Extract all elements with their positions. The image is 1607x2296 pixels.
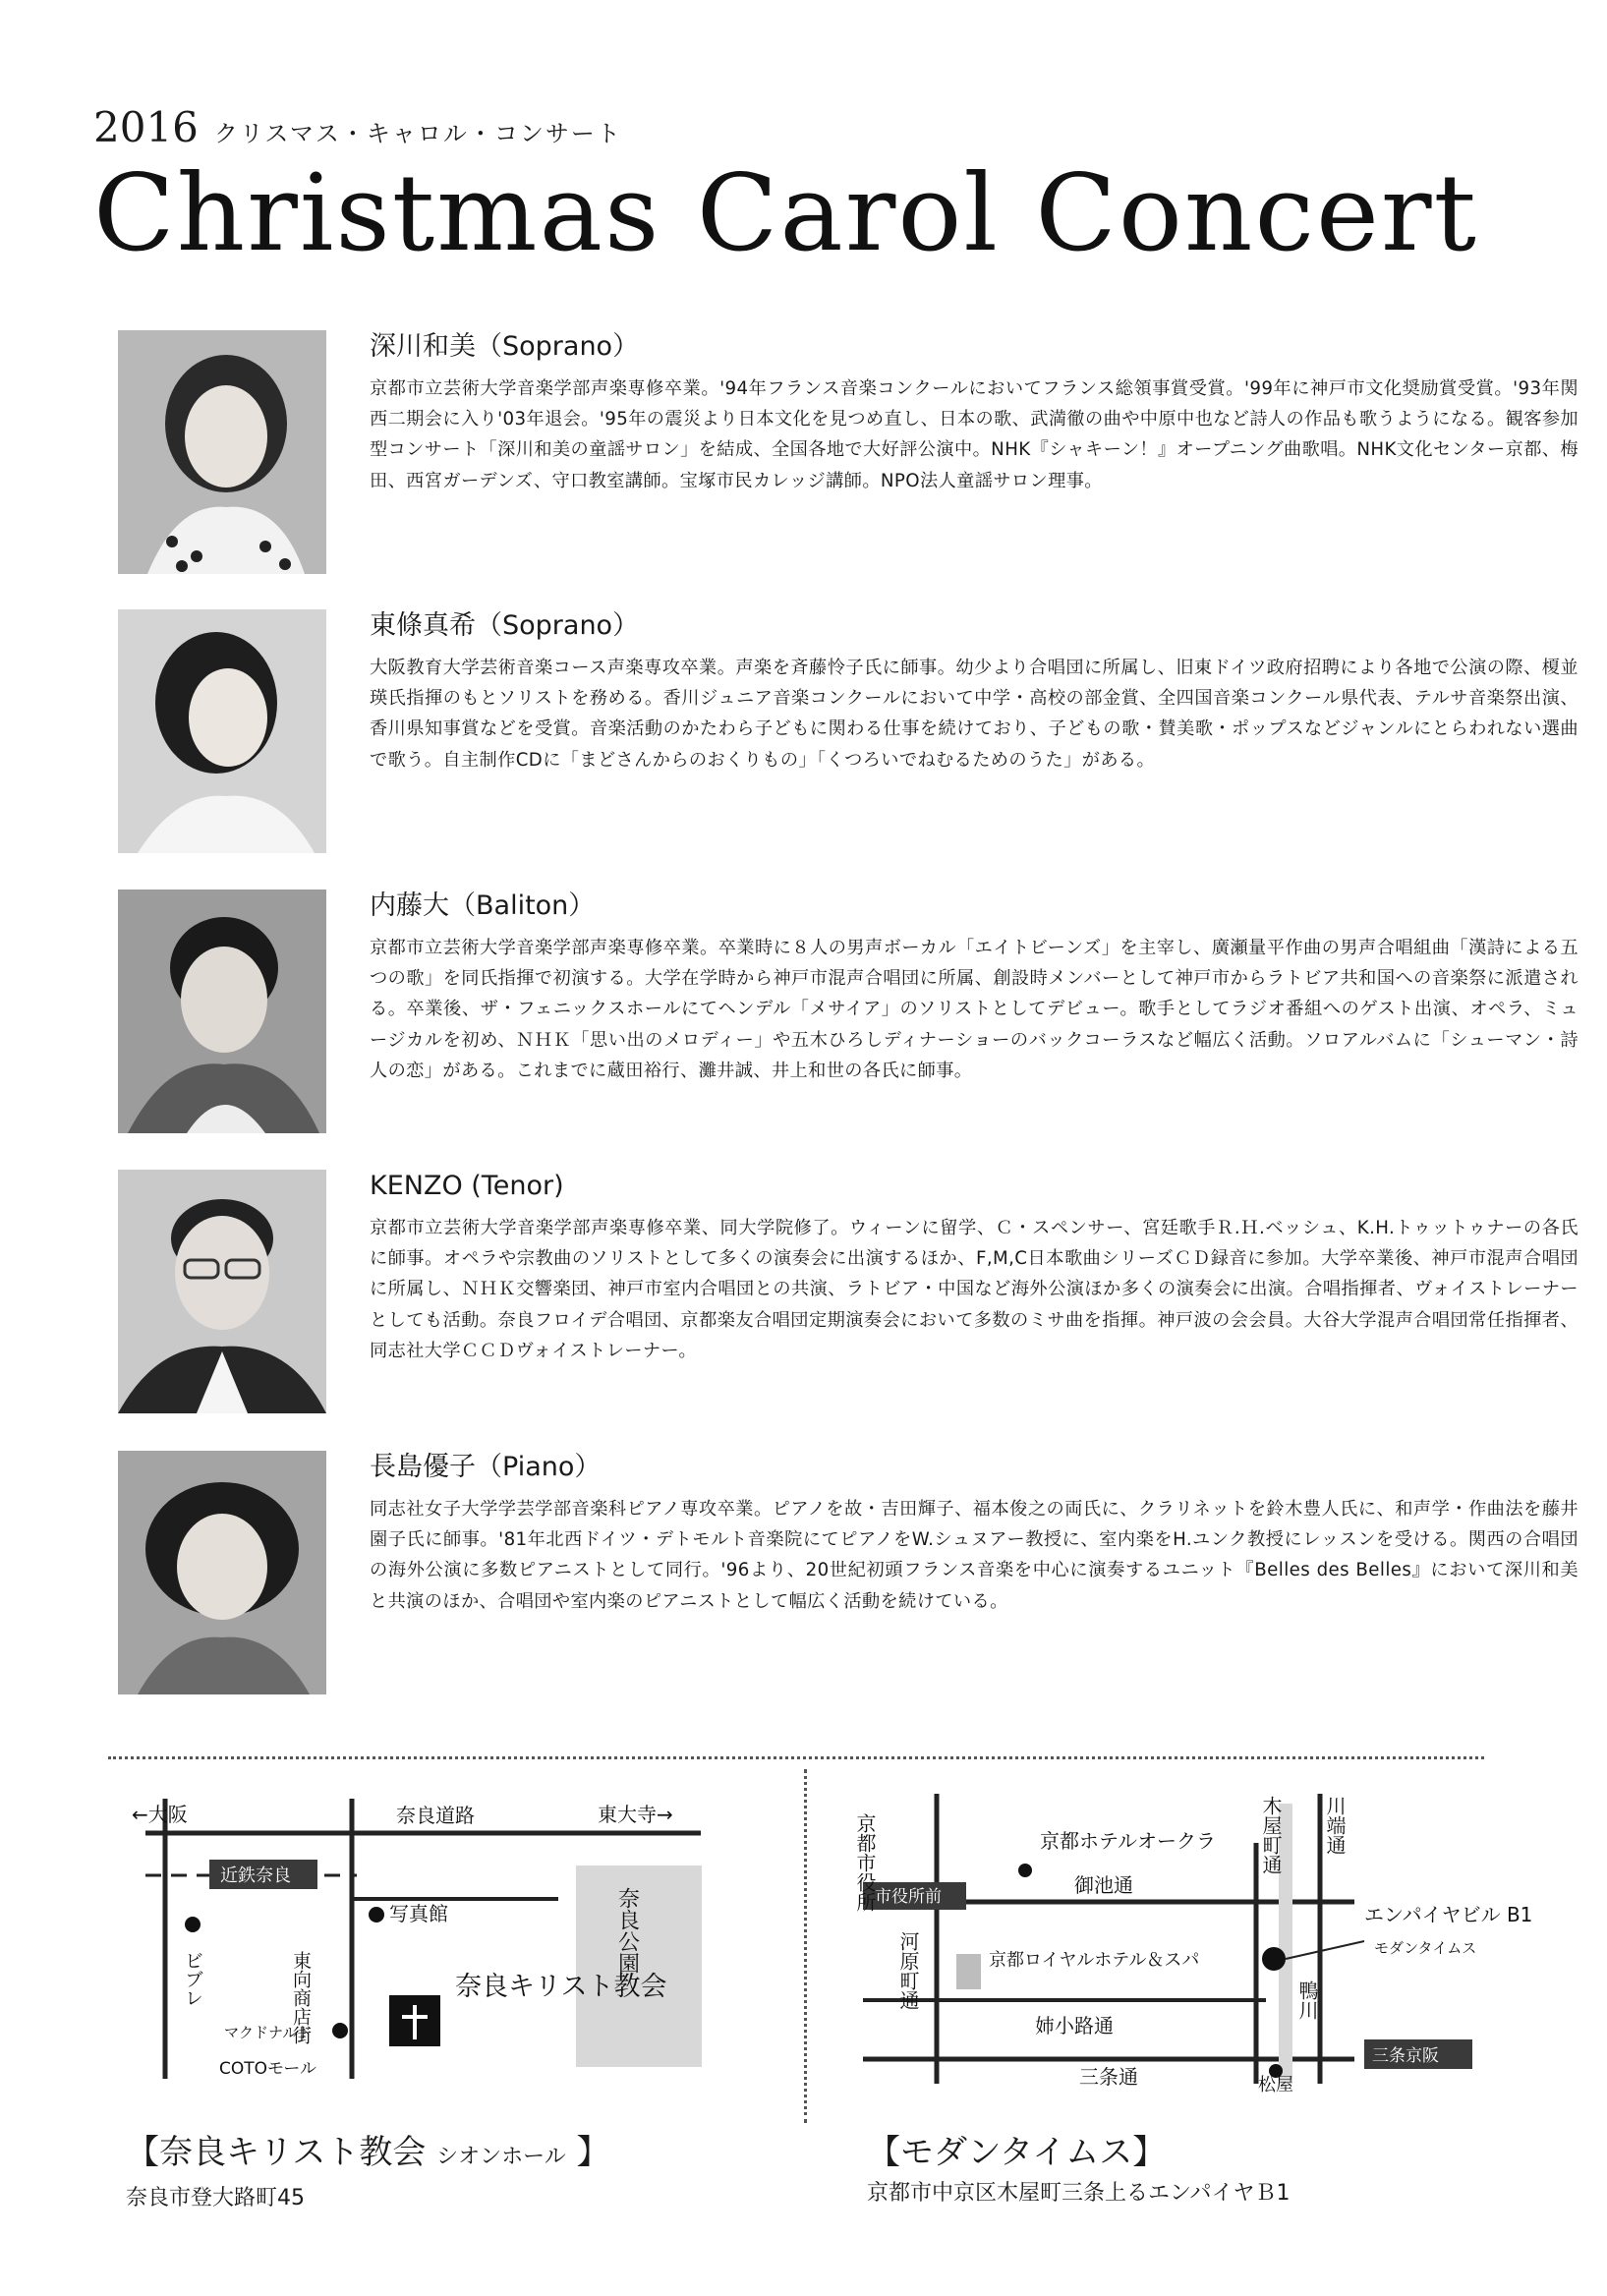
map-label-matsuya: 松屋 xyxy=(1258,2075,1293,2095)
performer-text: 京都市立芸術大学音楽学部声楽専修卒業、同大学院修了。ウィーンに留学、Ｃ・スペンサー、宮廷歌手Ｒ.Ｈ.ベッシュ、K.H.トゥットゥナーの各氏に師事。オペラや宗教曲のソリストとして多くの演奏会に出演するほか、F,M,C日本歌曲シリーズＣＤ録音に参加。大学卒業後、神戸市混声合唱団に所属し、ＮＨＫ交響楽団、神戸市室内合唱団との共演、ラトビア・中国など海外公演ほか多くの演奏会に出演。合唱指揮者、ヴォイストレーナーとしても活動。奈良フロイデ合唱団、京都楽友合唱団定期演奏会において多数のミサ曲を指揮。神戸波の会会員。大谷大学混声合唱団常任指揮者、同志社大学ＣＣＤヴォイストレーナー。 xyxy=(370,1218,1578,1361)
venue-nara xyxy=(126,2131,610,2214)
map-label-nara-road: 奈良道路 xyxy=(396,1804,475,1827)
portrait-icon xyxy=(118,1170,326,1413)
map-label-higashimuki: 東向商店街 xyxy=(290,1951,312,2044)
performer-photo-4 xyxy=(118,1170,326,1413)
portrait-icon xyxy=(118,330,326,574)
map-label-hotel-okura: 京都ホテルオークラ xyxy=(1040,1829,1216,1853)
map-kyoto xyxy=(853,1784,1533,2095)
subtitle xyxy=(93,103,1528,151)
map-label-kintetsu-nara: 近鉄奈良 xyxy=(220,1866,291,1886)
map-label-kamogawa: 鴨川 xyxy=(1295,1980,1319,2020)
venue-title: 【モダンタイムス】 xyxy=(867,2133,1167,2172)
performer-bio-4 xyxy=(370,1170,1578,1366)
map-label-mcdonalds: マクドナルド xyxy=(224,2024,313,2041)
performer-photo-5 xyxy=(118,1451,326,1694)
map-label-kawabata: 川端通 xyxy=(1323,1796,1347,1855)
map-label-church: 奈良キリスト教会 xyxy=(455,1972,667,2002)
venue-address: 京都市中京区木屋町三条上るエンパイヤＢ1 xyxy=(867,2181,1291,2206)
performer-4 xyxy=(118,1170,1578,1415)
map-label-coto: COTOモール xyxy=(219,2059,316,2079)
venue-title: 【奈良キリスト教会 xyxy=(126,2133,427,2172)
map-label-vivre: ビブレ xyxy=(182,1951,203,2007)
performer-text: 同志社女子大学学芸学部音楽科ピアノ専攻卒業。ピアノを故・吉田輝子、福本俊之の両氏に、クラリネットを鈴木豊人氏に、和声学・作曲法を藤井園子氏に師事。'81年北西ドイツ・デトモルト音楽院にてピアノをW.シュヌアー教授に、室内楽をH.ユンク教授にレッスンを受ける。関西の合唱団の海外公演に多数ピアニストとして同行。'96より、20世紀初頭フランス音楽を中心に演奏するユニット『Belles des Belles』において深川和美と共演のほか、合唱団や室内楽のピアニストとして幅広く活動を続けている。 xyxy=(370,1499,1578,1612)
map-label-osaka: ←大阪 xyxy=(132,1803,188,1826)
performer-1 xyxy=(118,330,1578,576)
performer-photo-1 xyxy=(118,330,326,574)
performer-name: 東條真希（Soprano） xyxy=(370,610,640,641)
performer-text: 京都市立芸術大学音楽学部声楽専修卒業。'94年フランス音楽コンクールにおいてフランス総領事賞受賞。'99年に神戸市文化奨励賞受賞。'93年関西二期会に入り'03年退会。'95年の震災より日本文化を見つめ直し、日本の歌、武満徹の曲や中原中也など詩人の作品も歌うようになる。観客参加型コンサート「深川和美の童謡サロン」を結成、全国各地で大好評公演中。NHK『シャキーン！』オープニング曲歌唱。NHK文化センター京都、梅田、西宮ガーデンズ、守口教室講師。宝塚市民カレッジ講師。NPO法人童謡サロン理事。 xyxy=(370,378,1578,491)
year: 2016 xyxy=(93,103,199,151)
performer-text: 京都市立芸術大学音楽学部声楽専修卒業。卒業時に８人の男声ボーカル「エイトビーンズ」を主宰し、廣瀬量平作曲の男声合唱組曲「漢詩による五つの歌」を同氏指揮で初演する。大学在学時から神戸市混声合唱団に所属、創設時メンバーとして神戸市からラトビア共和国への音楽祭に派遣される。卒業後、ザ・フェニックスホールにてヘンデル「メサイア」のソリストとしてデビュー。歌手としてラジオ番組へのゲスト出演、オペラ、ミュージカルを初め、ＮＨＫ「思い出のメロディー」や五木ひろしディナーショーのバックコーラスなど幅広く活動。ソロアルバムに「シューマン・詩人の恋」がある。これまでに蔵田裕行、灘井誠、井上和世の各氏に師事。 xyxy=(370,938,1578,1081)
page-title: Christmas Carol Concert xyxy=(93,152,1478,275)
performer-bio-1 xyxy=(370,330,1578,496)
subtitle-text: クリスマス・キャロル・コンサート xyxy=(213,120,622,147)
map-label-kiyamachi: 木屋町通 xyxy=(1259,1796,1283,1874)
map-label-sanjo-keihan: 三条京阪 xyxy=(1372,2046,1439,2066)
portrait-icon xyxy=(118,890,326,1133)
performer-photo-2 xyxy=(118,609,326,853)
map-nara xyxy=(126,1789,716,2084)
map-label-modern-times: モダンタイムス xyxy=(1374,1939,1477,1957)
performer-5 xyxy=(118,1451,1578,1696)
performer-bio-5 xyxy=(370,1451,1578,1617)
portrait-icon xyxy=(118,609,326,853)
performer-text: 大阪教育大学芸術音楽コース声楽専攻卒業。声楽を斉藤怜子氏に師事。幼少より合唱団に所属し、旧東ドイツ政府招聘により各地で公演の際、榎並瑛氏指揮のもとソリストを務める。香川ジュニア音楽コンクールにおいて中学・高校の部金賞、全四国音楽コンクール県代表、テルサ音楽祭出演、香川県知事賞などを受賞。音楽活動のかたわら子どもに関わる仕事を続けており、子どもの歌・賛美歌・ポップスなどジャンルにとらわれない選曲で歌う。自主制作CDに「まどさんからのおくりもの」「くつろいでねむるためのうた」がある。 xyxy=(370,658,1578,771)
venue-hall: シオンホール xyxy=(436,2145,566,2169)
portrait-icon xyxy=(118,1451,326,1694)
venue-bracket-close: 】 xyxy=(576,2133,610,2172)
performer-3 xyxy=(118,890,1578,1135)
vertical-divider xyxy=(804,1769,807,2123)
map-nara-graphic xyxy=(126,1789,716,2084)
map-label-anekoji: 姉小路通 xyxy=(1035,2014,1114,2038)
performer-name: 長島優子（Piano） xyxy=(370,1452,602,1482)
map-label-royal-hotel: 京都ロイヤルホテル＆スパ xyxy=(989,1950,1200,1971)
performer-name: KENZO (Tenor) xyxy=(370,1171,564,1201)
map-kyoto-graphic xyxy=(853,1784,1533,2095)
map-label-nara-park: 奈良公園 xyxy=(614,1887,640,1974)
performer-bio-2 xyxy=(370,609,1578,775)
map-label-shiyakusho-mae: 市役所前 xyxy=(875,1887,942,1907)
performer-photo-3 xyxy=(118,890,326,1133)
map-label-oike: 御池通 xyxy=(1074,1873,1133,1897)
performer-2 xyxy=(118,609,1578,855)
venue-address: 奈良市登大路町45 xyxy=(126,2186,305,2210)
map-label-kawaramachi: 河原町通 xyxy=(896,1931,920,2010)
performer-bio-3 xyxy=(370,890,1578,1086)
map-label-city-hall: 京都市役所 xyxy=(853,1813,877,1912)
header xyxy=(93,103,1528,275)
map-label-sanjo: 三条通 xyxy=(1079,2065,1138,2089)
map-label-todaiji: 東大寺→ xyxy=(598,1803,673,1826)
map-label-empire: エンパイヤビル B1 xyxy=(1364,1903,1533,1926)
horizontal-divider xyxy=(108,1756,1484,1759)
performer-name: 内藤大（Baliton） xyxy=(370,890,596,921)
venue-name xyxy=(126,2131,610,2179)
performer-name: 深川和美（Soprano） xyxy=(370,331,640,362)
venue-kyoto xyxy=(867,2131,1290,2210)
map-label-photo-studio: 写真館 xyxy=(389,1902,448,1925)
